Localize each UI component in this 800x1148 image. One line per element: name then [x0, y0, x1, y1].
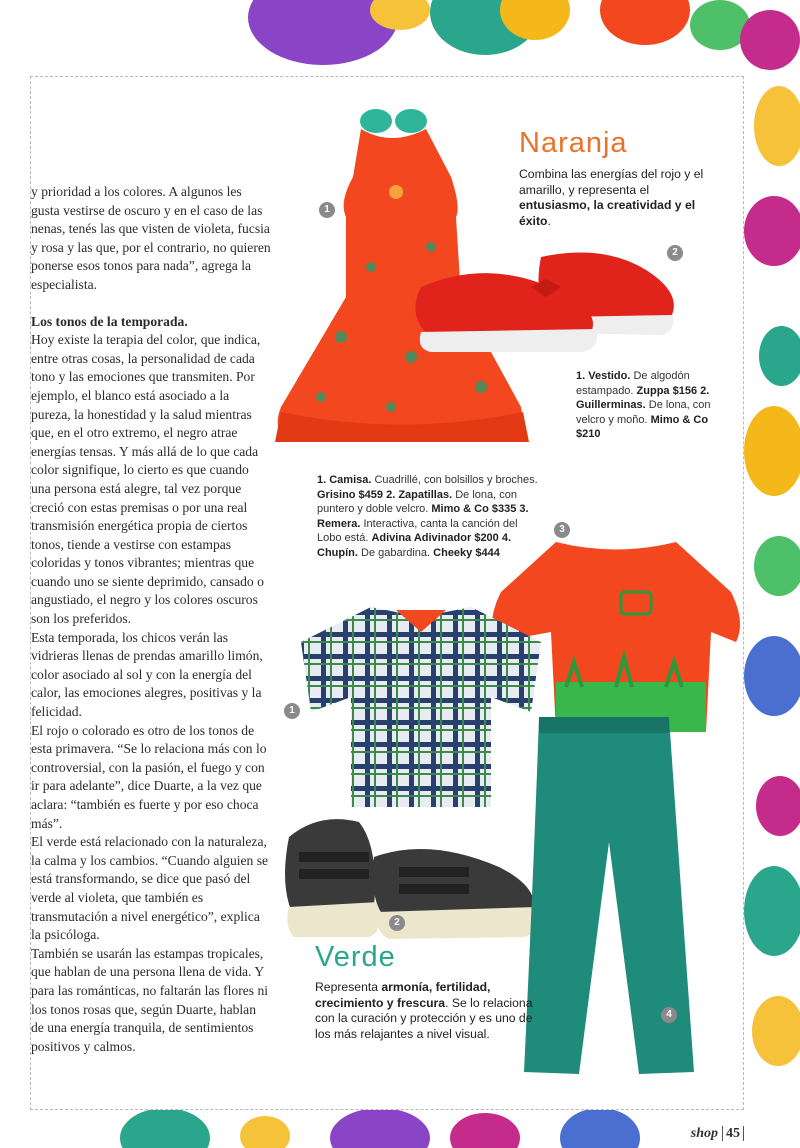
caption-label: 1. Camisa.: [317, 474, 372, 486]
caption-text: De lona, con puntero y doble velcro.: [317, 488, 517, 516]
page-footer: [691, 1126, 744, 1142]
item-marker: 1: [319, 202, 335, 218]
caption-brand: Cheeky $444: [433, 546, 500, 559]
caption-label: 2. Zapatillas.: [383, 488, 453, 501]
paragraph: Esta temporada, los chicos verán las vidrieras llenas de prendas amarillo limón, color asociado al sol y con la energía del calor, las emociones alegres, positivas y la felicidad.: [31, 629, 263, 720]
caption-text: Cuadrillé, con bolsillos y broches.: [371, 474, 538, 486]
naranja-text-end: .: [547, 213, 551, 228]
caption-label: 4. Chupín.: [317, 532, 512, 559]
caption-text: De algodón estampado.: [576, 370, 690, 397]
verde-text-end: . Se lo relaciona con la curación y protección y es uno de los más relajantes a nivel visual.: [315, 995, 533, 1041]
item-marker: 3: [554, 522, 570, 538]
verde-title: Verde: [315, 941, 396, 973]
verde-text-bold: armonía, fertilidad, crecimiento y frescura: [315, 980, 491, 1010]
paragraph: El rojo o colorado es otro de los tonos de esta primavera. “Se lo relaciona más con lo controversial, con la pasión, el fuego y con ir para adelante”, dice Duarte, a la vez que aclara: “también es fuerte y por eso choca más”.: [31, 722, 267, 831]
paragraph: y prioridad a los colores. A algunos les gusta vestirse de oscuro y en el caso de las nenas, tenés las que visten de violeta, fucsia y rosa y las que, por el contrario, no quieren ponerse esos tonos para nada”, agrega la especialista.: [31, 184, 271, 292]
naranja-description: [519, 167, 704, 229]
verde-description: [315, 980, 540, 1042]
naranja-text: Combina las energías del rojo y el amarillo, y representa el: [519, 167, 704, 197]
brand-name: shop: [690, 1126, 718, 1141]
caption-brand: Mimo & Co $210: [576, 413, 709, 441]
caption-brand: Mimo & Co $335: [431, 503, 517, 516]
naranja-title: Naranja: [519, 127, 628, 159]
caption-label: 2. Guillerminas.: [576, 384, 710, 412]
magazine-page: [30, 76, 744, 1110]
page-number: 45: [722, 1126, 744, 1141]
item-marker: 2: [389, 915, 405, 931]
red-shoes-image: [411, 237, 681, 357]
paragraph: Hoy existe la terapia del color, que indica, entre otras cosas, la personalidad de cada tono y las emociones que transmiten. Por ejemplo, el blanco está asociado a la pureza, la honestidad y la salud mientras que, en el otro extremo, el negro atrae energías tensas. Y más allá de lo que cada color signifique, lo cierto es que cuando una persona está alegre, tal vez porque creció con estas premisas o por una real transmisión energética propia de ciertos tonos, tiende a vestirse con estampas coloridas y tonos vibrantes; mientras que cuando uno se siente deprimido, cansado o angustiado, el negro y los colores oscuros son los preferidos.: [31, 332, 264, 627]
caption-text: Interactiva, canta la canción del Lobo está.: [317, 517, 518, 545]
caption-label: 3. Remera.: [317, 503, 529, 530]
item-marker: 2: [667, 245, 683, 261]
paragraph: También se usarán las estampas tropicales, que hablan de una persona llena de vida. Y para las románticas, no faltarán las flores ni los tonos rosas que, según Duarte, hablan de una energía tranquila, de sentimientos positivos y calmos.: [31, 945, 269, 1054]
naranja-text-bold: entusiasmo, la creatividad y el éxito: [519, 198, 696, 228]
caption-text: De gabardina.: [357, 546, 434, 559]
article-body: [31, 183, 271, 1056]
caption-brand: Grisino $459: [317, 488, 384, 501]
paragraph: El verde está relacionado con la naturaleza, la calma y los cambios. “Cuando alguien se está transformando, se dice que pasó del verde al violeta, que también es transmutación a nivel energético”, explica la psicóloga.: [31, 834, 269, 943]
caption-label: 1. Vestido.: [576, 370, 631, 382]
item-marker: 1: [284, 703, 300, 719]
verde-text: Representa: [315, 980, 382, 994]
paint-splash-decoration: [0, 0, 800, 76]
paint-splash-right: [744, 76, 800, 1148]
caption-brand: Adivina Adivinador $200: [371, 532, 499, 545]
section-subtitle: Los tonos de la temporada.: [31, 313, 188, 329]
caption-text: De lona, con velcro y moño.: [576, 399, 711, 426]
naranja-caption: [576, 369, 726, 442]
item-marker: 4: [661, 1007, 677, 1023]
caption-brand: Zuppa $156: [636, 384, 698, 397]
paint-splash-bottom: [0, 1108, 800, 1148]
